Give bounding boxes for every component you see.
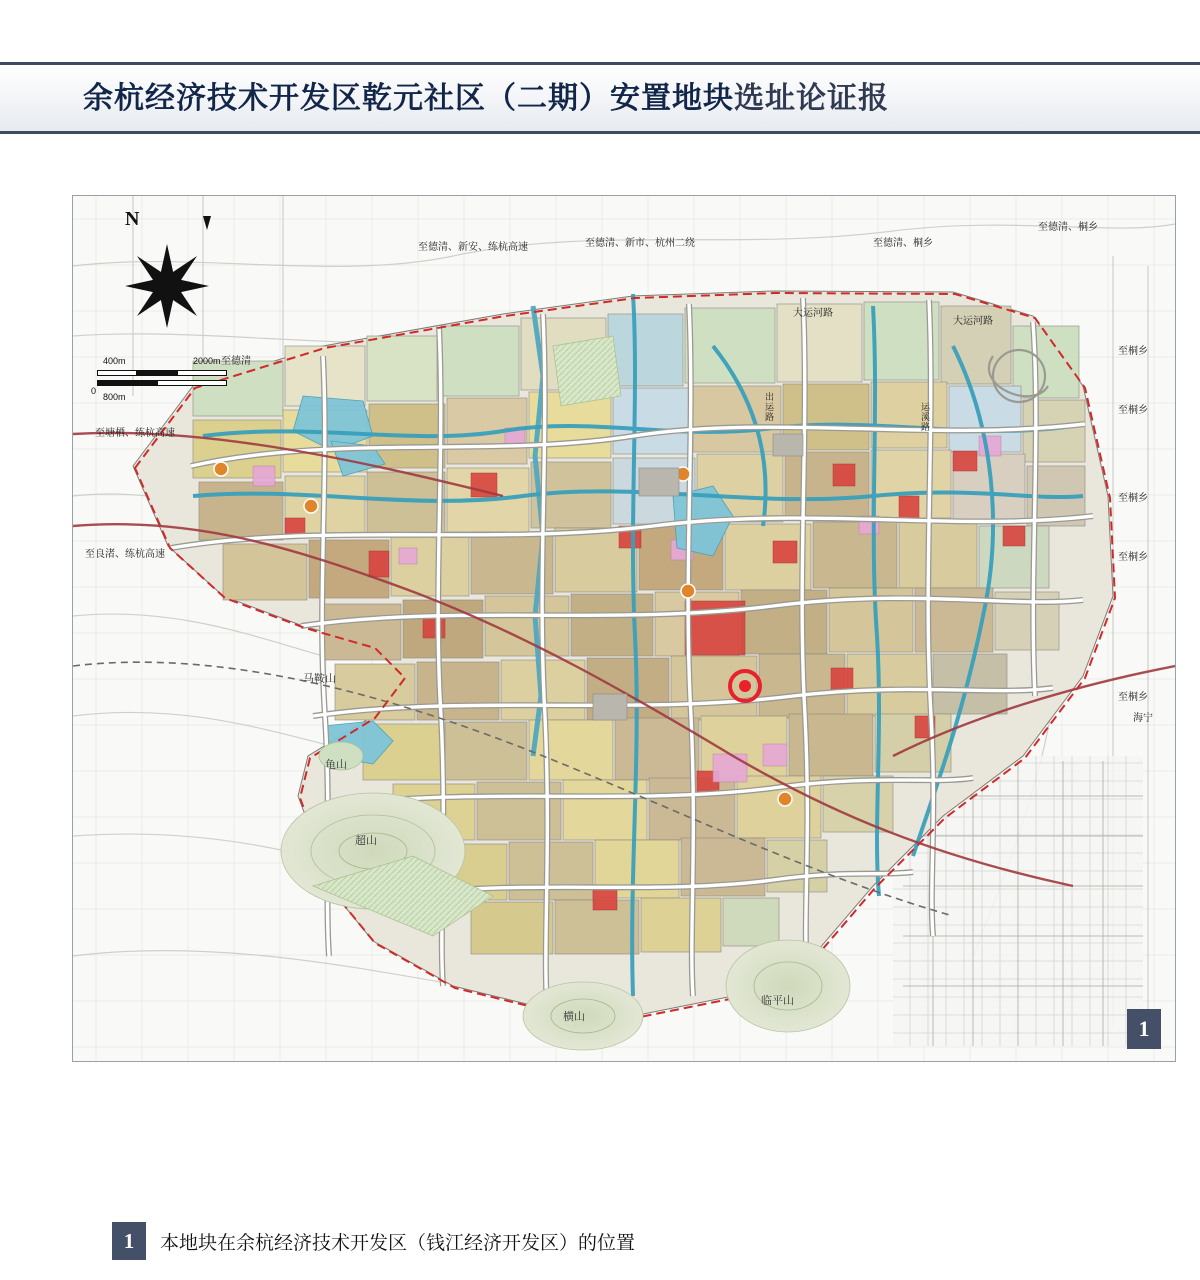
road-label: 运溪路 xyxy=(920,402,930,432)
figure-caption xyxy=(112,1222,635,1260)
river-label: 大运河路 xyxy=(793,308,833,319)
place-label: 马鞍山 xyxy=(303,673,336,685)
scale-label-2000: 2000m xyxy=(193,356,221,366)
direction-label: 至桐乡 xyxy=(1118,405,1148,416)
page-title-sub: 选址论证报 xyxy=(734,82,889,115)
direction-label: 至德清、桐乡 xyxy=(873,238,933,249)
caption-number-badge: 1 xyxy=(112,1222,146,1260)
place-label: 超山 xyxy=(355,835,377,847)
direction-label: 至德清、新市、杭州二绕 xyxy=(585,238,695,249)
direction-label: 至德清 xyxy=(221,356,251,367)
direction-label: 至良渚、练杭高速 xyxy=(85,549,165,560)
direction-label: 海宁 xyxy=(1133,713,1153,724)
direction-label: 至桐乡 xyxy=(1118,552,1148,563)
direction-label: 至桐乡 xyxy=(1118,493,1148,504)
page-title-main: 余杭经济技术开发区乾元社区（二期）安置地块 xyxy=(83,82,734,115)
direction-label: 至德清、新安、练杭高速 xyxy=(418,242,528,253)
river-label: 大运河路 xyxy=(953,316,993,327)
figure-number-badge: 1 xyxy=(1127,1009,1161,1049)
site-location-marker[interactable] xyxy=(728,669,762,703)
place-label: 临平山 xyxy=(761,995,794,1007)
direction-label: 至塘栖、练杭高速 xyxy=(95,428,175,439)
direction-label: 至德清、桐乡 xyxy=(1038,222,1098,233)
map-figure[interactable] xyxy=(72,195,1176,1062)
direction-label: 至桐乡 xyxy=(1118,346,1148,357)
place-label: 横山 xyxy=(563,1011,585,1023)
page-title xyxy=(83,70,889,128)
map-graphic xyxy=(73,196,1175,1061)
place-label: 龟山 xyxy=(325,759,347,771)
scale-label-0: 0 xyxy=(91,386,97,396)
road-label: 出运路 xyxy=(764,392,774,422)
north-arrow xyxy=(125,208,235,328)
direction-label: 至桐乡 xyxy=(1118,692,1148,703)
scale-label-400: 400m xyxy=(103,356,126,366)
scale-label-800: 800m xyxy=(103,392,126,402)
caption-text: 本地块在余杭经济技术开发区（钱江经济开发区）的位置 xyxy=(160,1232,636,1254)
north-arrow-label: N xyxy=(125,208,140,230)
